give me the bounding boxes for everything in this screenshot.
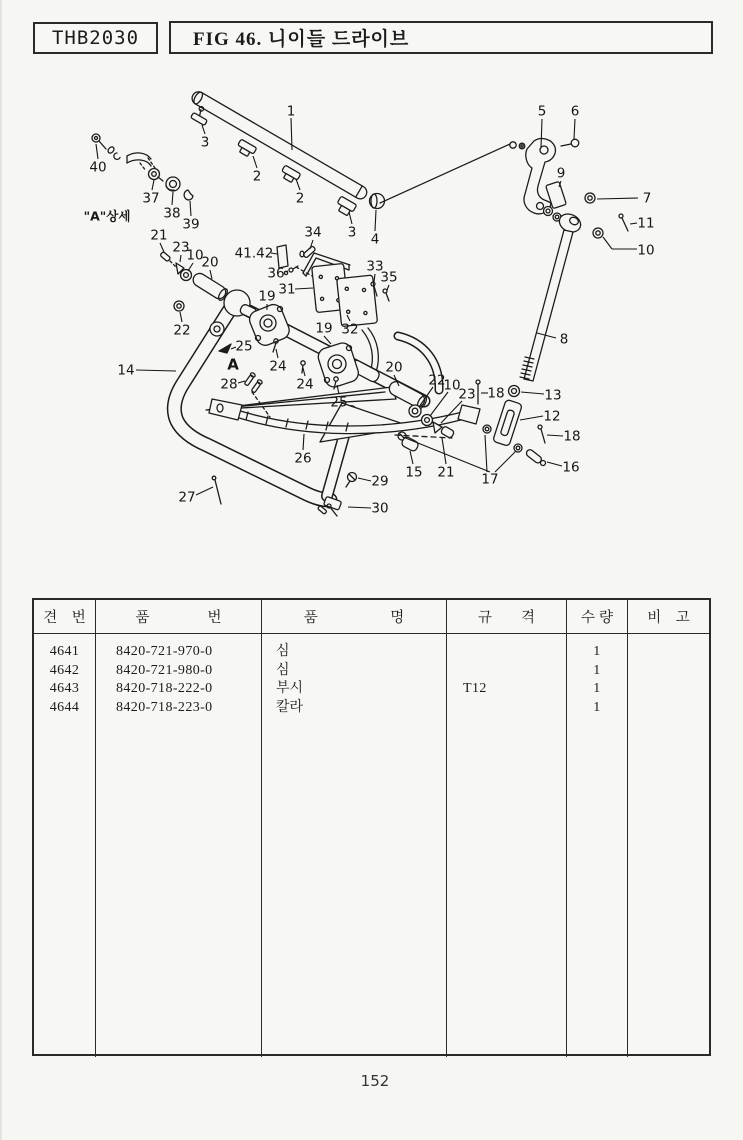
- callout-leader-line: [547, 435, 563, 436]
- figure-title: FIG 46. 니이들 드라이브: [193, 29, 410, 50]
- part-callout-23: 23: [172, 239, 190, 256]
- callout-leader-line: [180, 255, 181, 262]
- part-callout-38: 38: [163, 205, 181, 222]
- part-callout-21: 21: [150, 227, 168, 244]
- part-callout-8: 8: [559, 331, 569, 348]
- cell-name: 심: [276, 644, 290, 659]
- part-callout-16: 16: [562, 459, 580, 476]
- callout-leader-line: [375, 210, 376, 231]
- column-spec: [447, 634, 567, 1057]
- callout-leader-line: [303, 368, 305, 376]
- callout-leader-line: [630, 223, 637, 224]
- part-callout-4: 4: [370, 231, 380, 248]
- part-callout-13: 13: [544, 387, 562, 404]
- part-callout-1: 1: [286, 103, 296, 120]
- callout-leader-line: [238, 381, 245, 383]
- part-callout-7: 7: [642, 190, 652, 207]
- col-header-part-no: 품 번: [96, 600, 262, 633]
- part-callout-37: 37: [142, 190, 160, 207]
- part-callout-"A"상세: "A"상세: [83, 208, 131, 224]
- col-header-item-no: 견 번: [34, 600, 96, 633]
- part-callout-10: 10: [637, 242, 655, 259]
- callout-leader-line: [348, 507, 371, 508]
- cell-qty: 1: [593, 699, 601, 715]
- part-callout-30: 30: [371, 500, 389, 517]
- callout-leader-line: [210, 270, 212, 279]
- callout-leader-line: [358, 478, 371, 481]
- part-callout-18: 18: [563, 428, 581, 445]
- callout-leader-line: [188, 263, 193, 271]
- callout-leader-line: [96, 144, 98, 159]
- callout-leader-line: [374, 274, 375, 282]
- cell-spec: [447, 643, 566, 662]
- part-callout-29: 29: [371, 473, 389, 490]
- part-callout-9: 9: [556, 165, 566, 182]
- cell-no: 4644: [49, 699, 80, 715]
- exploded-parts-diagram: [0, 0, 743, 560]
- callout-leader-line: [387, 285, 389, 290]
- part-callout-25: 25: [330, 394, 348, 411]
- col-header-part-name: 품 명: [262, 600, 447, 633]
- part-callout-22: 22: [173, 322, 191, 339]
- part-callout-41.42: 41.42: [234, 245, 274, 262]
- part-callout-18: 18: [487, 385, 505, 402]
- cell-qty: 1: [593, 662, 601, 678]
- cell-qty: 1: [593, 644, 601, 659]
- callout-leader-line: [172, 192, 173, 205]
- callout-leader-line: [295, 288, 313, 289]
- parts-table-body: [34, 634, 709, 1057]
- part-callout-27: 27: [178, 489, 196, 506]
- part-callout-39: 39: [182, 216, 200, 233]
- part-callout-19: 19: [315, 320, 333, 337]
- part-callout-19: 19: [258, 288, 276, 305]
- part-callout-14: 14: [117, 362, 135, 379]
- callout-leader-line: [349, 212, 352, 224]
- callout-leader-line: [324, 336, 331, 344]
- cell-note: [628, 680, 709, 699]
- column-part-no: [96, 634, 262, 1057]
- part-callout-11: 11: [637, 215, 655, 232]
- cell-qty: 1: [593, 681, 601, 697]
- cell-part_no: 8420-718-223-0: [116, 699, 213, 715]
- part-callout-15: 15: [405, 464, 423, 481]
- callout-leader-line: [442, 438, 446, 464]
- part-callout-A: A: [227, 355, 239, 374]
- callout-leader-line: [430, 392, 448, 416]
- cell-spec: [447, 699, 566, 718]
- part-callout-23: 23: [458, 386, 476, 403]
- column-item-no: [34, 634, 96, 1057]
- part-callout-24: 24: [296, 376, 314, 393]
- cell-name: 심: [276, 662, 290, 678]
- part-callout-2: 2: [252, 168, 262, 185]
- callout-leader-line: [136, 370, 176, 371]
- part-callout-24: 24: [269, 358, 287, 375]
- part-callout-32: 32: [341, 321, 359, 338]
- callout-leader-line: [196, 487, 213, 495]
- callout-leader-line: [410, 451, 413, 464]
- part-callout-33: 33: [366, 258, 384, 275]
- column-note: [628, 634, 709, 1057]
- part-callout-34: 34: [304, 224, 322, 241]
- part-needle-bar: [190, 89, 510, 217]
- callout-leader-line: [574, 119, 575, 139]
- callout-leader-line: [202, 125, 205, 134]
- part-callout-6: 6: [570, 103, 580, 120]
- part-callout-21: 21: [437, 464, 455, 481]
- column-qty: [567, 634, 628, 1057]
- model-code: THB2030: [51, 27, 140, 49]
- part-callout-26: 26: [294, 450, 312, 467]
- part-callout-3: 3: [347, 224, 357, 241]
- callout-leader-line: [180, 312, 182, 322]
- cell-spec: [447, 662, 566, 681]
- callout-leader-line: [152, 180, 154, 190]
- part-callout-31: 31: [278, 281, 296, 298]
- cell-note: [628, 643, 709, 662]
- cell-part_no: 8420-721-980-0: [116, 662, 213, 678]
- part-callout-20: 20: [385, 359, 403, 376]
- column-part-name: [262, 634, 447, 1057]
- part-callout-5: 5: [537, 103, 547, 120]
- callout-leader-line: [190, 201, 191, 216]
- cell-name: 칼라: [276, 699, 304, 715]
- cell-note: [628, 699, 709, 718]
- callout-leader-line: [296, 179, 300, 190]
- callout-leader-line: [597, 198, 638, 199]
- parts-table-header: [34, 600, 709, 634]
- callout-leader-line: [603, 237, 612, 249]
- diagram-artwork: [92, 89, 628, 516]
- part-callout-36: 36: [267, 265, 285, 282]
- page-number: 152: [360, 1072, 390, 1090]
- col-header-spec: 규 격: [447, 600, 567, 633]
- callout-leader-line: [253, 156, 257, 168]
- part-callout-22: 22: [428, 372, 446, 389]
- cell-name: 부시: [276, 681, 304, 697]
- callout-leader-line: [495, 451, 516, 472]
- part-callout-12: 12: [543, 408, 561, 425]
- cell-no: 4642: [49, 662, 80, 678]
- callout-leader-line: [303, 434, 304, 450]
- cell-no: 4643: [49, 681, 80, 697]
- callout-leader-line: [485, 435, 487, 472]
- part-callout-3: 3: [200, 134, 210, 151]
- callout-leader-line: [276, 349, 278, 358]
- part-callout-35: 35: [380, 269, 398, 286]
- parts-table: [32, 598, 711, 1056]
- part-callout-2: 2: [295, 190, 305, 207]
- part-callout-17: 17: [481, 471, 499, 488]
- cell-part_no: 8420-721-970-0: [116, 644, 213, 659]
- part-callout-40: 40: [89, 159, 107, 176]
- part-callout-25: 25: [235, 338, 253, 355]
- col-header-qty: 수 량: [567, 600, 628, 633]
- cell-note: [628, 662, 709, 681]
- col-header-note: 비 고: [647, 610, 690, 626]
- callout-leader-line: [521, 392, 544, 394]
- part-callout-20: 20: [201, 254, 219, 271]
- part-callout-10: 10: [186, 247, 204, 264]
- callout-leader-line: [520, 416, 543, 420]
- part-callout-28: 28: [220, 376, 238, 393]
- part-callout-10: 10: [443, 377, 461, 394]
- cell-part_no: 8420-718-222-0: [116, 681, 213, 697]
- callout-leader-line: [160, 243, 164, 252]
- callout-leader-line: [547, 462, 562, 466]
- cell-no: 4641: [49, 644, 80, 659]
- cell-spec: T12: [463, 681, 487, 697]
